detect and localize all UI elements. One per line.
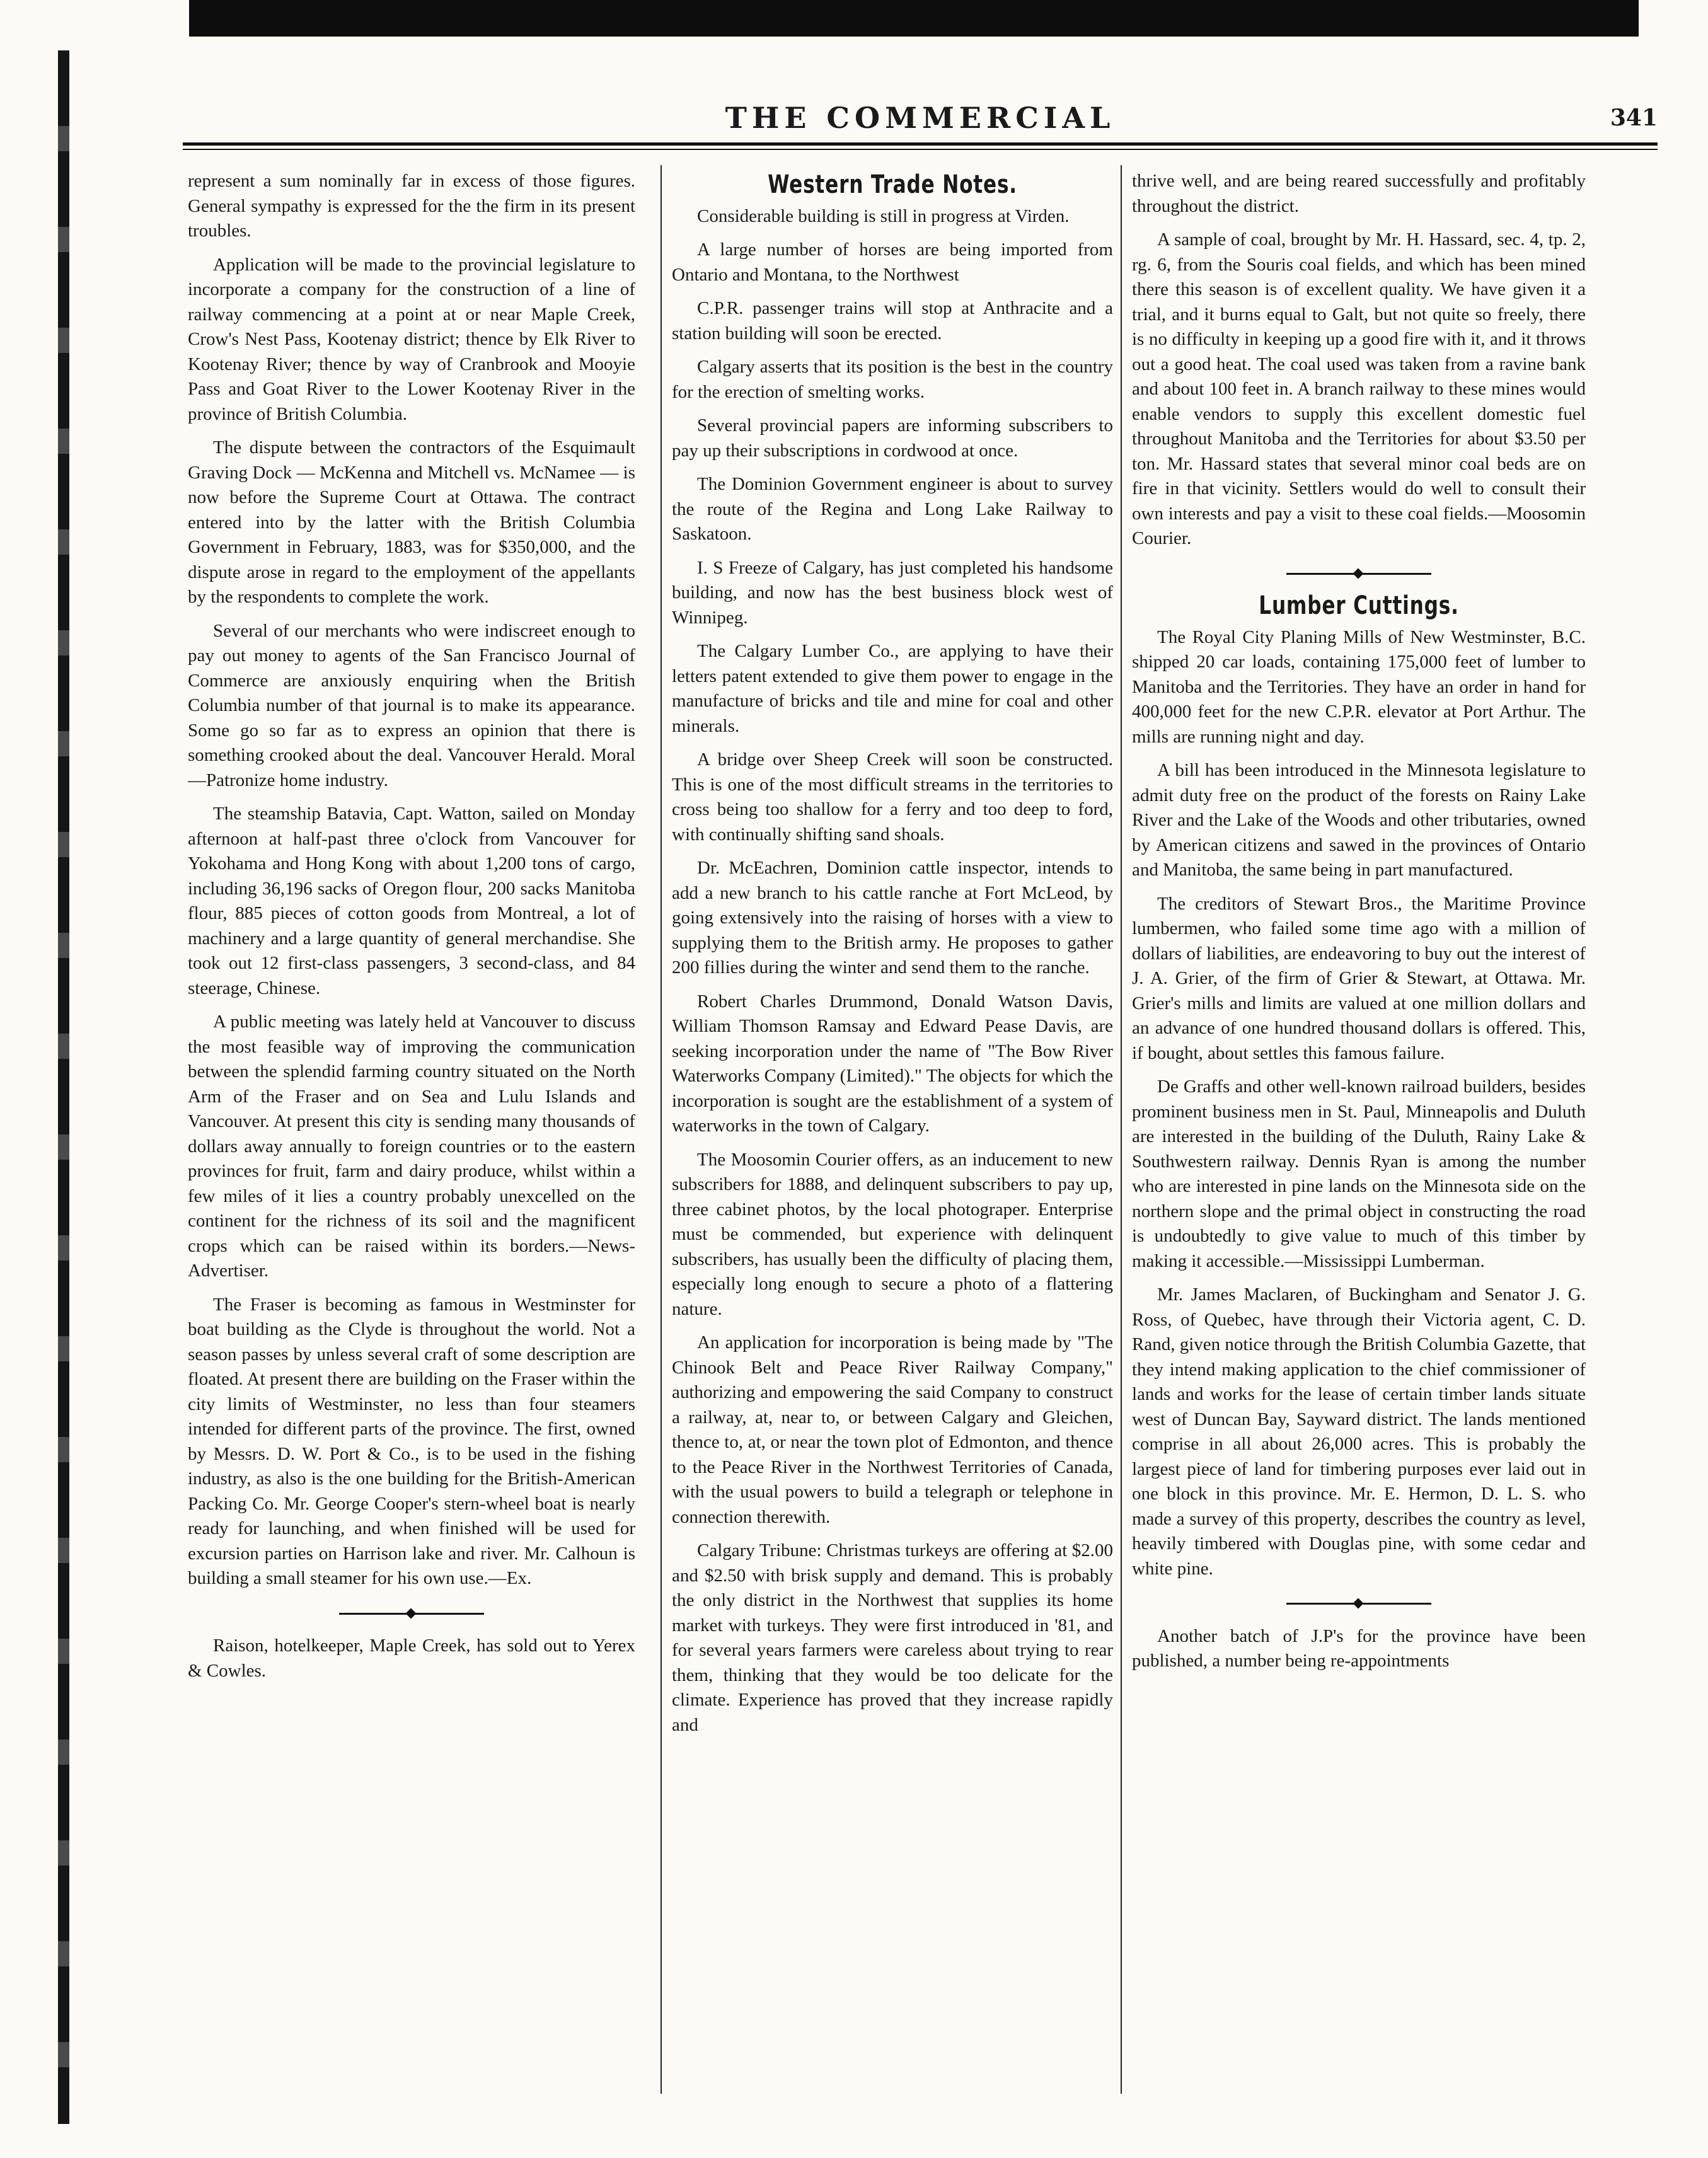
header-rule-thin [183,149,1658,150]
article-paragraph: Several of our merchants who were indiscreet enough to pay out money to agents of the San Francisco Journal of Commerce are anxiously enquiring when the British Columbia number of that journal is to make its appearance. Some go so far as to express an opinion that there is something crooked about the deal. Vancouver Herald. Moral—Patronize home industry. [188,620,635,790]
article-paragraph: A sample of coal, brought by Mr. H. Hassard, sec. 4, tp. 2, rg. 6, from the Souris coal fields, and which has been mined there this season is of excellent quality. We have given it a trial, and it burns equal to Galt, but not quite so freely, there is no difficulty in keeping up a good fire with it, and it throws out a good heat. The coal used was taken from a ravine bank and about 100 feet in. A branch railway to these mines would enable vendors to supply this excellent domestic fuel throughout Manitoba and the Territories for about $3.50 per ton. Mr. Hassard states that several minor coal beds are on fire in that vicinity. Settlers would do well to consult their own interests and pay a visit to these coal fields.—Moosomin Courier. [1132,229,1586,548]
article-paragraph: The steamship Batavia, Capt. Watton, sailed on Monday afternoon at half-past three o'clock from Vancouver for Yokohama and Hong Kong with about 1,200 tons of cargo, including 36,196 sacks of Oregon flour, 200 sacks Manitoba flour, 885 pieces of cotton goods from Montreal, a lot of machinery and a large quantity of general merchandise. She took out 12 first-class passengers, 3 second-class, and 84 steerage, Chinese. [188,804,635,998]
article-paragraph: Application will be made to the provincial legislature to incorporate a company for the construction of a line of railway commencing at a point at or near Maple Creek, Crow's Nest Pass, Kootenay district; thence by Elk River to Kootenay River; thence by way of Cranbrook and Mooyie Pass and Goat River to the Lower Kootenay River in the province of British Columbia. [188,254,635,424]
article-paragraph: The dispute between the contractors of the Esquimault Graving Dock — McKenna and Mitchell vs. McNamee — is now before the Supreme Court at Ottawa. The contract entered into by the latter with the British Columbia Government in February, 1883, was for $350,000, and the dispute arose in regard to the employment of the appellants by the respondents to complete the work. [188,437,635,607]
page-number: 341 [1610,105,1658,131]
article-paragraph: I. S Freeze of Calgary, has just completed his handsome building, and now has the best business block west of Winnipeg. [672,557,1113,628]
article-paragraph: C.P.R. passenger trains will stop at Anthracite and a station building will soon be erected. [672,298,1113,343]
article-paragraph: Calgary asserts that its position is the best in the country for the erection of smelting works. [672,357,1113,402]
header-rule-thick [183,142,1658,146]
section-ornament-rule [188,1600,635,1625]
article-paragraph: Considerable building is still in progress at Virden. [697,205,1070,226]
article-paragraph: Another batch of J.P's for the province have been published, a number being re-appointments [1132,1625,1586,1671]
section-ornament-rule [1132,560,1586,586]
article-paragraph: The Moosomin Courier offers, as an inducement to new subscribers for 1888, and delinquent subscribers to pay up, three cabinet photos, by the local photograper. Enterprise must be commended, but experience with delinquent subscribers, has usually been the difficulty of placing them, especially long enough to secure a photo of a flattering nature. [672,1149,1113,1319]
article-paragraph: A bridge over Sheep Creek will soon be constructed. This is one of the most difficult streams in the territories to cross being too shallow for a ferry and too deep to ford, with continually shifting sand shoals. [672,749,1113,845]
section-heading-lumber-cuttings: Lumber Cuttings. [1259,591,1459,620]
article-paragraph: Dr. McEachren, Dominion cattle inspector, intends to add a new branch to his cattle ranche at Fort McLeod, by going extensively into the raising of horses with a view to supplying them to the British army. He proposes to gather 200 fillies during the winter and send them to the ranche. [672,858,1113,978]
article-paragraph: A large number of horses are being imported from Ontario and Montana, to the Northwest [672,239,1113,285]
column-divider-2 [1121,165,1122,2094]
page-header [183,101,1658,139]
article-paragraph: Mr. James Maclaren, of Buckingham and Senator J. G. Ross, of Quebec, have through their Victoria agent, C. D. Rand, given notice through the British Columbia Gazette, that they intend making application to the chief commissioner of lands and works for the lease of certain timber lands situate west of Duncan Bay, Sayward district. The lands mentioned comprise in all about 26,000 acres. This is probably the largest piece of land for timbering purposes ever laid out in one block in this province. Mr. E. Hermon, D. L. S. who made a survey of this property, describes the country as level, heavily timbered with Douglas pine, with some cedar and white pine. [1132,1284,1586,1579]
binding-edge [58,50,69,2124]
article-paragraph: Robert Charles Drummond, Donald Watson Davis, William Thomson Ramsay and Edward Pease Davis, are seeking incorporation under the name of "The Bow River Waterworks Company (Limited)." The objects for which the incorporation is sought are the establishment of a system of waterworks in the town of Calgary. [672,991,1113,1136]
top-dark-band [189,0,1639,37]
article-paragraph: A bill has been introduced in the Minnesota legislature to admit duty free on the product of the forests on Rainy Lake River and the Lake of the Woods and other tributaries, owned by American citizens and sawed in the provinces of Ontario and Manitoba, the same being in part manufactured. [1132,760,1586,880]
section-ornament-rule [1132,1590,1586,1615]
article-paragraph: The Fraser is becoming as famous in Westminster for boat building as the Clyde is throughout the world. Not a season passes by unless several craft of some description are floated. At present there are building on the Fraser within the city limits of Westminster, no less than four steamers intended for different parts of the province. The first, owned by Messrs. D. W. Port & Co., is to be used in the fishing industry, as also is the one building for the British-American Packing Co. Mr. George Cooper's stern-wheel boat is nearly ready for launching, and when finished will be used for excursion parties on Harrison lake and river. Mr. Calhoun is building a small steamer for his own use.—Ex. [188,1294,635,1588]
column-divider-1 [661,165,662,2094]
article-paragraph: Raison, hotelkeeper, Maple Creek, has sold out to Yerex & Cowles. [188,1636,635,1681]
article-paragraph: thrive well, and are being reared successfully and profitably throughout the district. [1132,171,1586,216]
article-paragraph: The Dominion Government engineer is about to survey the route of the Regina and Long Lake Railway to Saskatoon. [672,474,1113,544]
article-paragraph: The Calgary Lumber Co., are applying to have their letters patent extended to give them power to engage in the manufacture of bricks and tile and mine for coal and other minerals. [672,641,1113,736]
section-heading-western-trade-notes: Western Trade Notes. [768,170,1017,199]
article-paragraph: represent a sum nominally far in excess of those figures. General sympathy is expressed for the the firm in its present troubles. [188,171,635,241]
article-paragraph: A public meeting was lately held at Vancouver to discuss the most feasible way of improving the communication between the splendid farming country situated on the North Arm of the Fraser and on Sea and Lulu Islands and Vancouver. At present this city is sending many thousands of dollars away annually to foreign countries or to the eastern provinces for fruit, farm and dairy produce, whilst within a few miles of it lies a country probably unexcelled on the continent for the richness of its soil and the magnificent crops which can be raised within its borders.—News-Advertiser. [188,1012,635,1281]
masthead-title: THE COMMERCIAL [725,101,1116,135]
article-paragraph: The Royal City Planing Mills of New Westminster, B.C. shipped 20 car loads, containing 175,000 feet of lumber to Manitoba and the Territories. They have an order in hand for 400,000 feet for the new C.P.R. elevator at Port Arthur. The mills are running night and day. [1132,626,1586,747]
column-1 [188,169,635,2110]
article-paragraph: De Graffs and other well-known railroad builders, besides prominent business men in St. Paul, Minneapolis and Duluth are interested in the building of the Duluth, Rainy Lake & Southwestern railway. Dennis Ryan is among the number who are interested in pine lands on the Minnesota side on the northern slope and the primal object in constructing the road is undoubtedly to give value to much of this timber by making it accessible.—Mississippi Lumberman. [1132,1076,1586,1271]
article-paragraph: The creditors of Stewart Bros., the Maritime Province lumbermen, who failed some time ago with a million of dollars of liabilities, are endeavoring to buy out the interest of J. A. Grier, of the firm of Grier & Stewart, at Ottawa. Mr. Grier's mills and limits are valued at one million dollars and an advance of one hundred thousand dollars is offered. This, if bought, about settles this famous failure. [1132,893,1586,1063]
article-paragraph: An application for incorporation is being made by "The Chinook Belt and Peace River Railway Company," authorizing and empowering the said Company to construct a railway, at, near to, or between Calgary and Gleichen, thence to, at, or near the town plot of Edmonton, and thence to the Peace River in the Northwest Territories of Canada, with the usual powers to build a telegraph or telephone in connection therewith. [672,1332,1113,1527]
column-2 [672,169,1113,2110]
column-3 [1132,169,1586,2110]
article-paragraph: Several provincial papers are informing subscribers to pay up their subscriptions in cordwood at once. [672,415,1113,461]
article-paragraph: Calgary Tribune: Christmas turkeys are offering at $2.00 and $2.50 with brisk supply and demand. This is probably the only district in the Northwest that supplies its home market with turkeys. They were first introduced in '81, and for several years farmers were careless about trying to rear them, thinking that they would be too delicate for the climate. Experience has proved that they increase rapidly and [672,1540,1113,1735]
